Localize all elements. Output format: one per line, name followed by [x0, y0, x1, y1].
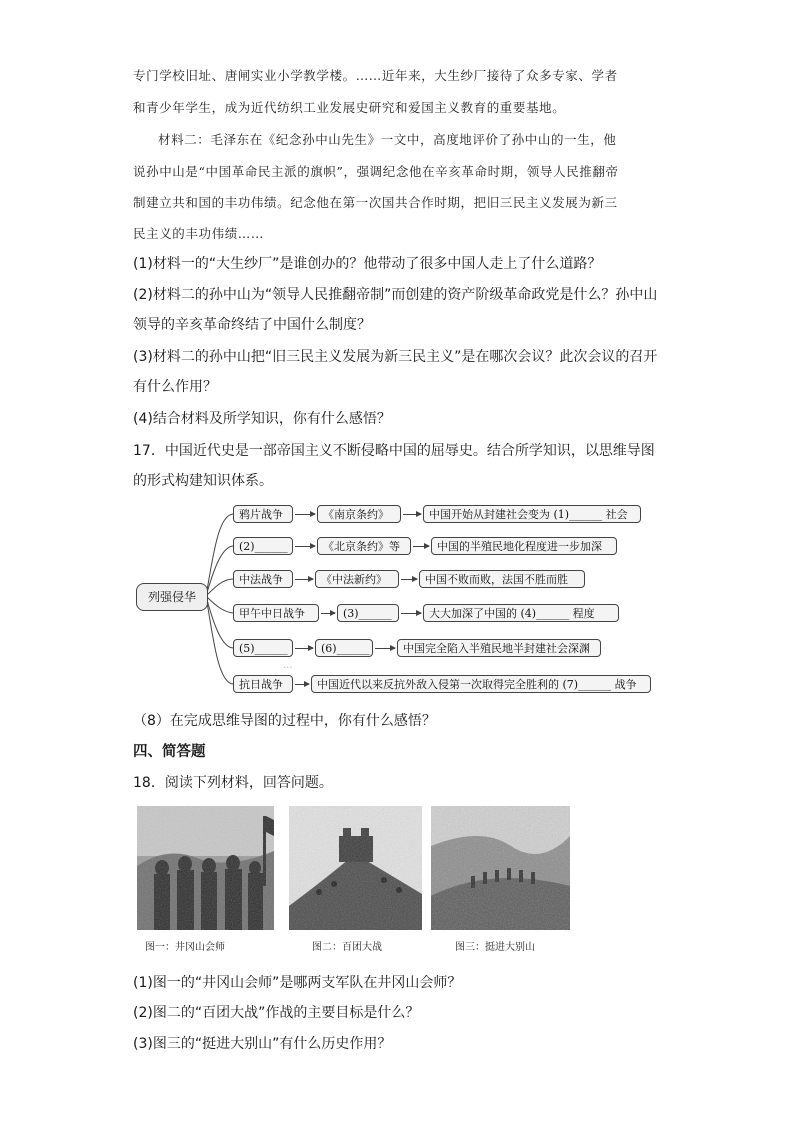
q16-sub3: (3)材料二的孙中山把“旧三民主义发展为新三民主义”是在哪次会议？此次会议的召开 — [133, 349, 658, 365]
q16-sub1: (1)材料一的“大生纱厂”是谁创办的？他带动了很多中国人走上了什么道路？ — [133, 256, 602, 272]
result-box: 中国近代以来反抗外敌入侵第一次取得完全胜利的 (7)______ 战争 — [311, 675, 651, 693]
treaty-box: (3)______ — [337, 604, 399, 622]
war-box: 鸦片战争 — [233, 505, 293, 523]
q16-sub2-cont: 领导的辛亥革命终结了中国什么制度？ — [133, 317, 371, 333]
arrow-icon — [401, 613, 421, 614]
q16-sub4: (4)结合材料及所学知识，你有什么感悟？ — [133, 411, 391, 427]
arrow-icon — [295, 648, 313, 649]
photo-caption: 图一：井冈山会师 — [145, 942, 225, 953]
war-box: 中法战争 — [233, 570, 293, 588]
war-box: 甲午中日战争 — [233, 604, 319, 622]
result-box: 中国的半殖民地化程度进一步加深 — [431, 537, 617, 555]
q16-sub3-cont: 有什么作用？ — [133, 379, 217, 395]
material-two-line: 说孙中山是“中国革命民主派的旗帜”，强调纪念他在辛亥革命时期，领导人民推翻帝 — [133, 164, 619, 179]
q18-stem: 18．阅读下列材料，回答问题。 — [133, 775, 333, 791]
mind-map-branches — [133, 497, 653, 699]
photo-caption: 图二：百团大战 — [312, 942, 382, 953]
war-box: 抗日战争 — [233, 675, 293, 693]
mind-map — [133, 497, 653, 699]
q17-stem-cont: 的形式构建知识体系。 — [133, 473, 273, 489]
faint-scan-text: ... — [283, 660, 293, 671]
treaty-box: 《北京条约》等 — [317, 537, 411, 555]
arrow-icon — [375, 648, 395, 649]
result-box: 中国开始从封建社会变为 (1)______ 社会 — [423, 505, 641, 523]
arrow-icon — [295, 546, 315, 547]
q17-stem: 17．中国近代史是一部帝国主义不断侵略中国的屈辱史。结合所学知识，以思维导图 — [133, 443, 655, 459]
photo-hundred-regiments — [289, 806, 422, 930]
material-two-line: 材料二：毛泽东在《纪念孙中山先生》一文中，高度地评价了孙中山的一生，他 — [158, 132, 617, 147]
q16-sub2: (2)材料二的孙中山为“领导人民推翻帝制”而创建的资产阶级革命政党是什么？孙中山 — [133, 287, 658, 303]
result-box: 中国完全陷入半殖民地半封建社会深渊 — [397, 639, 601, 657]
arrow-icon — [403, 514, 421, 515]
treaty-box: (6)______ — [315, 639, 373, 657]
q18-sub1: (1)图一的“井冈山会师”是哪两支军队在井冈山会师？ — [133, 975, 462, 991]
war-box: (5)______ — [233, 639, 293, 657]
war-box: (2)______ — [233, 537, 293, 555]
arrow-icon — [295, 579, 313, 580]
arrow-icon — [295, 684, 309, 685]
material-one-line: 专门学校旧址、唐闸实业小学教学楼。……近年来，大生纱厂接待了众多专家、学者 — [133, 68, 618, 83]
arrow-icon — [401, 579, 417, 580]
arrow-icon — [413, 546, 429, 547]
photo-dabie-mountains — [431, 806, 570, 930]
result-box: 中国不败而败，法国不胜而胜 — [419, 570, 585, 588]
section-heading: 四、简答题 — [133, 744, 206, 760]
result-box: 大大加深了中国的 (4)______ 程度 — [423, 604, 619, 622]
q17-sub8: （8）在完成思维导图的过程中，你有什么感悟？ — [133, 713, 436, 729]
treaty-box: 《南京条约》 — [317, 505, 401, 523]
material-one-line: 和青少年学生，成为近代纺织工业发展史研究和爱国主义教育的重要基地。 — [133, 100, 566, 115]
arrow-icon — [295, 514, 315, 515]
material-two-line: 民主义的丰功伟绩…… — [133, 226, 265, 241]
q18-sub2: (2)图二的“百团大战”作战的主要目标是什么？ — [133, 1005, 420, 1021]
arrow-icon — [321, 613, 335, 614]
material-two-line: 制建立共和国的丰功伟绩。纪念他在第一次国共合作时期，把旧三民主义发展为新三 — [133, 195, 618, 210]
photo-caption: 图三：挺进大别山 — [455, 942, 535, 953]
photo-jinggangshan — [137, 806, 274, 930]
treaty-box: 《中法新约》 — [315, 570, 399, 588]
q18-sub3: (3)图三的“挺进大别山”有什么历史作用？ — [133, 1036, 392, 1052]
mind-map-root: 列强侵华 — [136, 583, 208, 611]
